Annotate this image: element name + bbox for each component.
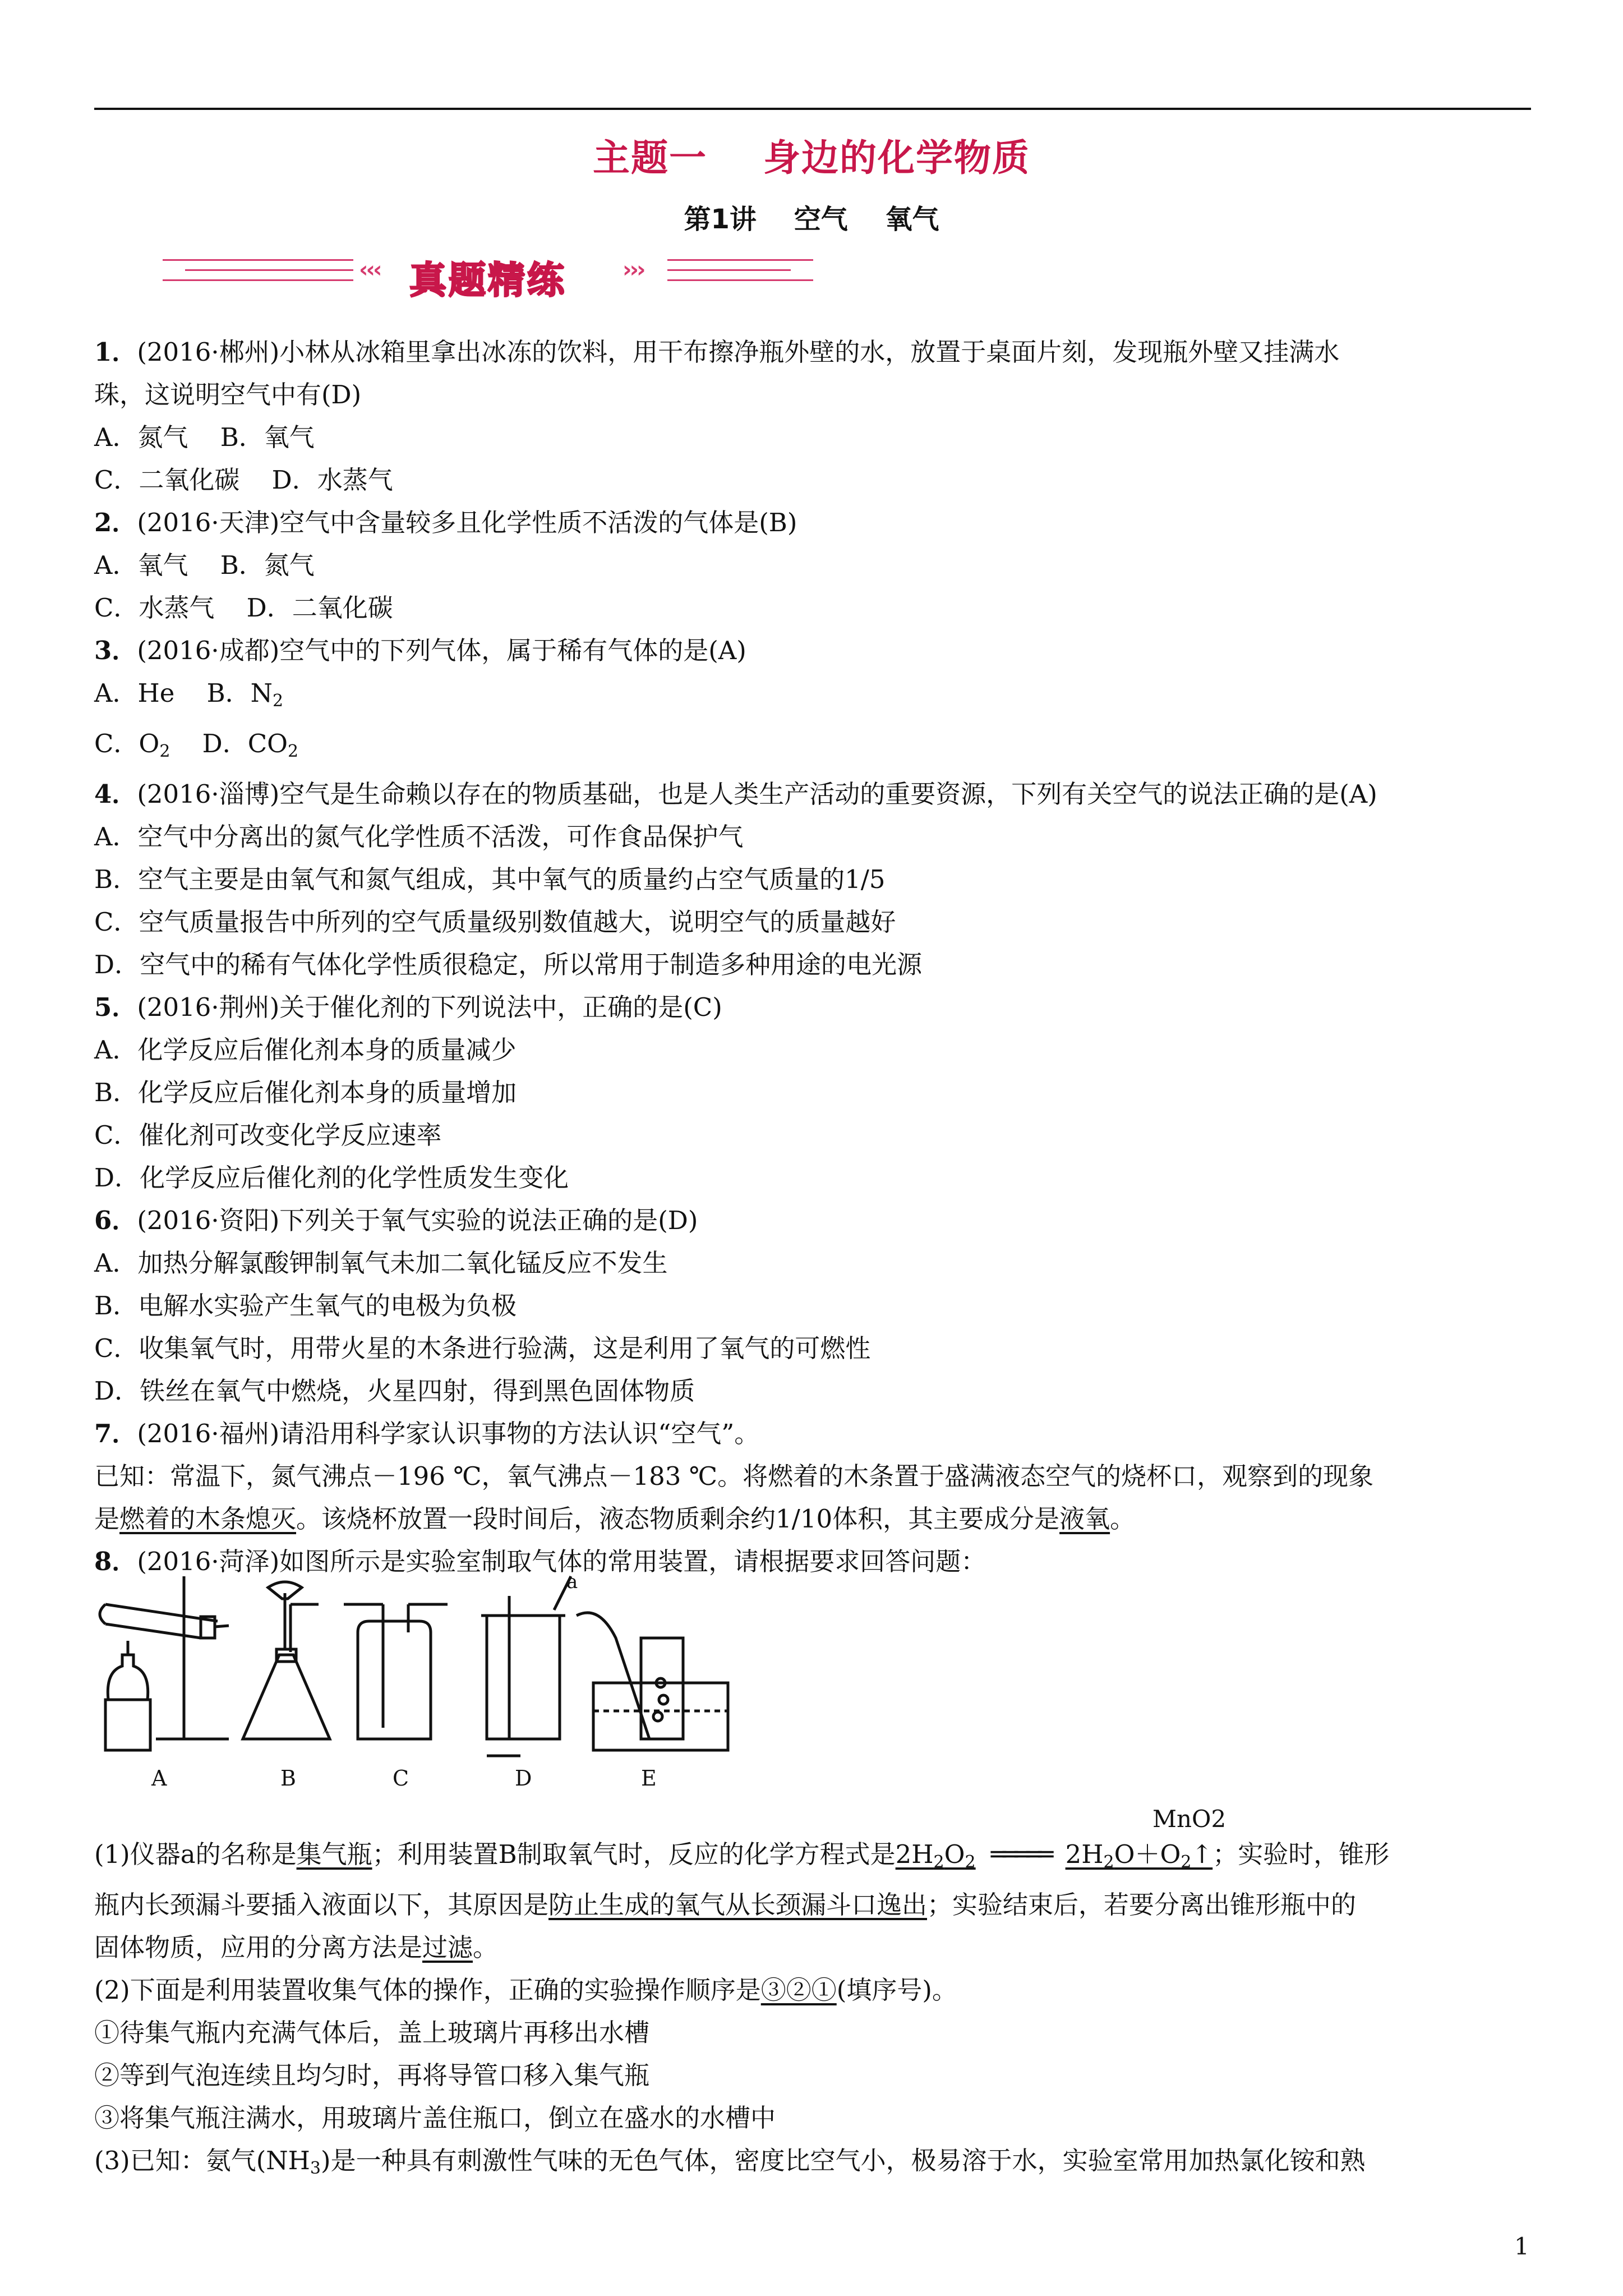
question-text: (2016·荆州)关于催化剂的下列说法中，正确的是(C) (137, 992, 722, 1022)
question-2 (94, 501, 1530, 544)
question-number: 6． (94, 1205, 137, 1235)
question-number: 2． (94, 508, 137, 537)
question-text (94, 1833, 1530, 1884)
figure-label-B: B (280, 1766, 296, 1791)
eq-text: O＋O (1114, 1839, 1181, 1869)
question-number: 8． (94, 1547, 137, 1576)
option-line: C．空气质量报告中所列的空气质量级别数值越大，说明空气的质量越好 (94, 907, 896, 937)
text-span: (1)仪器a的名称是 (94, 1839, 297, 1869)
subscript: 2 (288, 742, 299, 761)
question-3 (94, 629, 1530, 672)
question-text (94, 1926, 1530, 1969)
equation (1065, 1839, 1213, 1872)
subscript: 3 (310, 2159, 321, 2178)
banner-line (163, 279, 353, 281)
text-span: 瓶内长颈漏斗要插入液面以下，其原因是 (94, 1890, 549, 1920)
answer-blank: 防止生成的氧气从长颈漏斗口逸出 (548, 1890, 928, 1920)
question-number: 1． (94, 337, 137, 367)
step-line: ③将集气瓶注满水，用玻璃片盖住瓶口，倒立在盛水的水槽中 (94, 2103, 776, 2133)
question-1 (94, 331, 1530, 374)
figure-label-D: D (515, 1766, 532, 1791)
equation (895, 1839, 976, 1872)
text-span: 固体物质，应用的分离方法是 (94, 1932, 423, 1962)
lesson-subtitle: 第1讲 空气 氧气 (684, 204, 939, 235)
option-line: C．二氧化碳 D．水蒸气 (94, 465, 393, 495)
step-line: ①待集气瓶内充满气体后，盖上玻璃片再移出水槽 (94, 2018, 650, 2047)
subscript: 2 (1103, 1852, 1114, 1872)
answer-blank: 集气瓶 (296, 1839, 372, 1869)
question-list (94, 331, 1530, 1583)
figure-label-C: C (393, 1766, 409, 1791)
figure-label-E: E (641, 1766, 657, 1791)
subscript: 2 (965, 1852, 976, 1872)
banner-left-arrows: ‹‹‹ (359, 257, 380, 283)
option-text: A．He B．N (94, 678, 273, 708)
question-text: (2016·天津)空气中含量较多且化学性质不活泼的气体是(B) (137, 508, 797, 537)
eq-text: 2H (1065, 1839, 1104, 1869)
text-span: (2)下面是利用装置收集气体的操作，正确的实验操作顺序是 (94, 1975, 761, 2005)
text-span: ；实验结束后，若要分离出锥形瓶中的 (927, 1890, 1357, 1920)
question-number: 4． (94, 779, 137, 809)
question-text (94, 1969, 1530, 2012)
section-banner (163, 247, 690, 302)
option-line: D．铁丝在氧气中燃烧，火星四射，得到黑色固体物质 (94, 1376, 695, 1406)
question-5 (94, 986, 1530, 1029)
equals-sign: ═════ (990, 1839, 1050, 1869)
option-text: D．CO (170, 729, 288, 758)
text-span: 是 (94, 1504, 120, 1534)
option-line: A．空气中分离出的氮气化学性质不活泼，可作食品保护气 (94, 822, 744, 852)
question-8-parts (94, 1833, 1530, 2190)
banner-line (185, 269, 353, 271)
subscript: 2 (159, 742, 170, 761)
question-text (94, 1884, 1530, 1926)
page-number: 1 (1514, 2233, 1529, 2260)
option-line: D．化学反应后催化剂的化学性质发生变化 (94, 1163, 569, 1193)
eq-text: O (944, 1839, 965, 1869)
apparatus-drawing (94, 1571, 767, 1761)
text-span: (3)已知：氨气(NH (94, 2146, 310, 2175)
text-span: )是一种具有刺激性气味的无色气体，密度比空气小，极易溶于水，实验室常用加热氯化铵和熟 (321, 2146, 1366, 2175)
question-4 (94, 773, 1530, 816)
subscript: 2 (933, 1852, 944, 1872)
text-span: (填序号)。 (836, 1975, 957, 2005)
question-text: (2016·郴州)小林从冰箱里拿出冰冻的饮料，用干布擦净瓶外壁的水，放置于桌面片刻，发现瓶外壁又挂满水 (137, 337, 1340, 367)
page-title: 主题一 身边的化学物质 (593, 136, 1030, 180)
question-number: 7． (94, 1419, 137, 1448)
text-span: 。 (1110, 1504, 1136, 1534)
question-text: (2016·福州)请沿用科学家认识事物的方法认识“空气”。 (137, 1419, 760, 1448)
answer-blank: 过滤 (422, 1932, 473, 1962)
option-line: D．空气中的稀有气体化学性质很稳定，所以常用于制造多种用途的电光源 (94, 950, 923, 979)
option-text: C．O (94, 729, 160, 758)
text-span: ；利用装置B制取氧气时，反应的化学方程式是 (372, 1839, 896, 1869)
text-span: 。 (473, 1932, 499, 1962)
catalyst-label: MnO2 (1152, 1805, 1227, 1833)
option-line: B．电解水实验产生氧气的电极为负极 (94, 1291, 517, 1320)
question-7 (94, 1412, 1530, 1455)
question-text: (2016·菏泽)如图所示是实验室制取气体的常用装置，请根据要求回答问题： (137, 1547, 986, 1576)
option-line: B．空气主要是由氧气和氮气组成，其中氧气的质量约占空气质量的1/5 (94, 864, 886, 894)
subscript: 2 (1181, 1852, 1192, 1872)
banner-line (667, 269, 791, 271)
option-line: A．加热分解氯酸钾制氧气未加二氧化锰反应不发生 (94, 1248, 668, 1278)
question-text: 已知：常温下，氮气沸点－196 ℃，氧气沸点－183 ℃。将燃着的木条置于盛满液态空气的烧杯口，观察到的现象 (94, 1461, 1374, 1491)
header-rule (94, 108, 1531, 110)
question-text (94, 1498, 1530, 1540)
figure-label-A: A (151, 1766, 167, 1791)
eq-text: 2H (895, 1839, 934, 1869)
banner-line (163, 259, 353, 261)
step-line: ②等到气泡连续且均匀时，再将导管口移入集气瓶 (94, 2060, 650, 2090)
option-line: B．化学反应后催化剂本身的质量增加 (94, 1078, 517, 1107)
text-span: ；实验时，锥形 (1212, 1839, 1390, 1869)
eq-text: ↑ (1191, 1839, 1213, 1869)
banner-line (667, 279, 813, 281)
label-a: a (566, 1571, 578, 1593)
apparatus-figure (94, 1571, 767, 1806)
option-line: A．氮气 B．氧气 (94, 422, 315, 452)
question-text: (2016·成都)空气中的下列气体，属于稀有气体的是(A) (137, 636, 746, 665)
question-number: 5． (94, 992, 137, 1022)
option-line: C．催化剂可改变化学反应速率 (94, 1120, 442, 1150)
banner-right-arrows: ››› (623, 257, 644, 283)
text-span: 。该烧杯放置一段时间后，液态物质剩余约1/10体积，其主要成分是 (296, 1504, 1060, 1534)
question-text: 珠，这说明空气中有(D) (94, 380, 362, 409)
question-6 (94, 1199, 1530, 1242)
answer-blank: 燃着的木条熄灭 (119, 1504, 297, 1534)
option-line: C．水蒸气 D．二氧化碳 (94, 593, 393, 623)
question-text: (2016·淄博)空气是生命赖以存在的物质基础，也是人类生产活动的重要资源，下列有关空气的说法正确的是(A) (137, 779, 1377, 809)
question-number: 3． (94, 636, 137, 665)
option-line: C．收集氧气时，用带火星的木条进行验满，这是利用了氧气的可燃性 (94, 1333, 871, 1363)
option-line (94, 672, 1530, 723)
question-text: (2016·资阳)下列关于氧气实验的说法正确的是(D) (137, 1205, 698, 1235)
subscript: 2 (273, 691, 284, 711)
question-text (94, 2139, 1530, 2190)
option-line: A．化学反应后催化剂本身的质量减少 (94, 1035, 517, 1065)
answer-blank: 液氧 (1059, 1504, 1110, 1534)
answer-blank: ③②① (760, 1975, 837, 2005)
banner-line (667, 259, 813, 261)
banner-label: 真题精练 (409, 259, 566, 302)
option-line: A．氧气 B．氮气 (94, 550, 315, 580)
option-line (94, 723, 1530, 773)
